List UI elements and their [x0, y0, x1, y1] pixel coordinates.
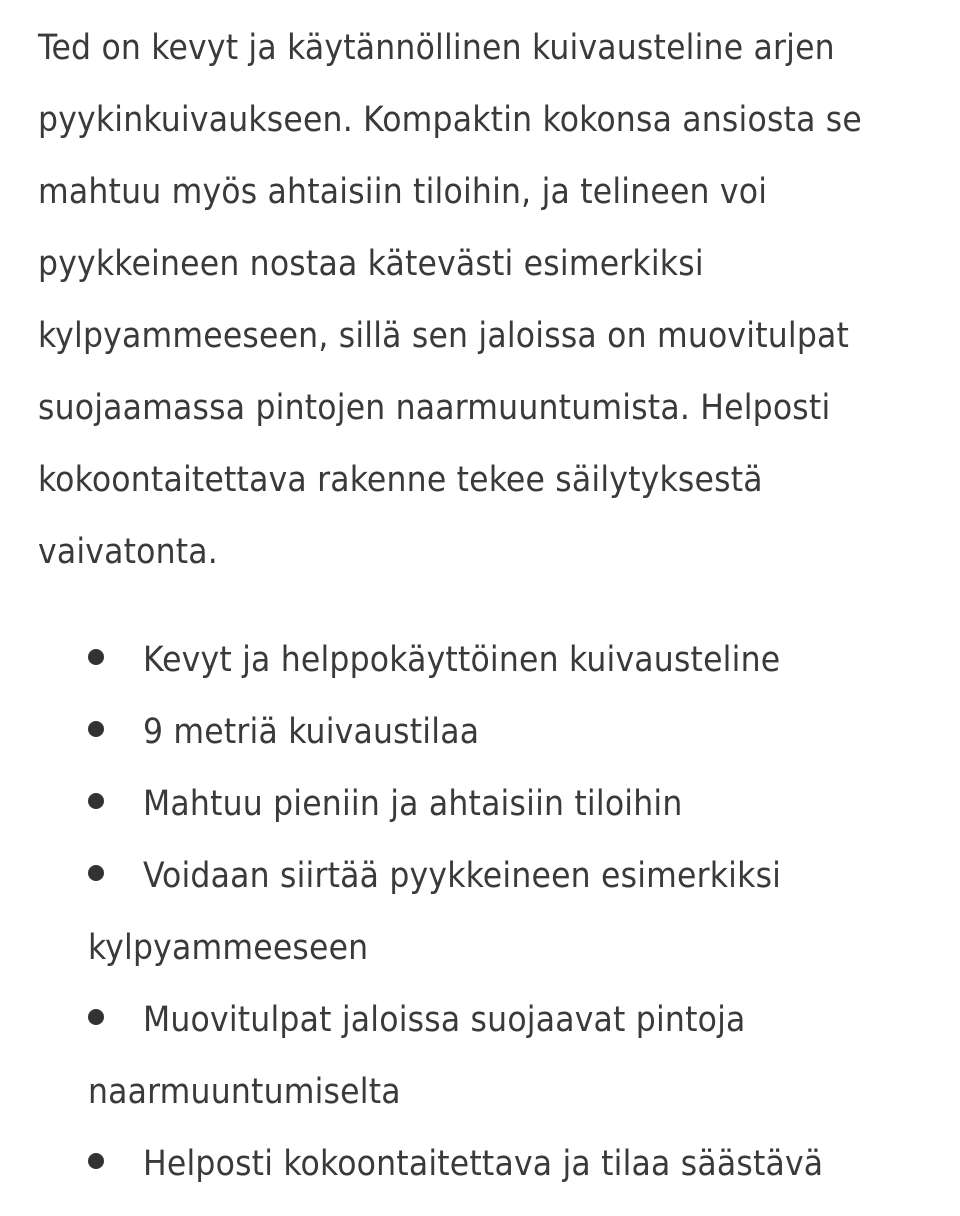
- feature-list: [88, 624, 948, 1200]
- feature-list-item: [88, 840, 948, 984]
- bullet-icon: [88, 793, 104, 809]
- bullet-icon: [88, 1153, 104, 1169]
- bullet-icon: [88, 721, 104, 737]
- bullet-icon: [88, 649, 104, 665]
- feature-text: Voidaan siirtää pyykkeineen esimerkiksi kylpyammeeseen: [88, 856, 782, 968]
- feature-text: Muovitulpat jaloissa suojaavat pintoja naarmuuntumiselta: [88, 1000, 746, 1112]
- bullet-icon: [88, 865, 104, 881]
- feature-list-item: [88, 624, 948, 696]
- feature-text: Mahtuu pieniin ja ahtaisiin tiloihin: [143, 784, 683, 824]
- product-description-paragraph: Ted on kevyt ja käytännöllinen kuivausteline arjen pyykinkuivaukseen. Kompaktin kokonsa ansiosta se mahtuu myös ahtaisiin tiloihin, ja telineen voi pyykkeineen nostaa kätevästi esimerkiksi kylpyammeeseen, sillä sen jaloissa on muovitulpat suojaamassa pintojen naarmuuntumista. Helposti kokoontaitettava rakenne tekee säilytyksestä vaivatonta.: [38, 28, 862, 572]
- feature-text: 9 metriä kuivaustilaa: [143, 712, 480, 752]
- feature-list-item: [88, 1128, 948, 1200]
- feature-text: Helposti kokoontaitettava ja tilaa säästävä: [143, 1144, 824, 1184]
- feature-list-item: [88, 984, 948, 1128]
- feature-list-item: [88, 696, 948, 768]
- bullet-icon: [88, 1009, 104, 1025]
- feature-text: Kevyt ja helppokäyttöinen kuivausteline: [143, 640, 781, 680]
- feature-list-item: [88, 768, 948, 840]
